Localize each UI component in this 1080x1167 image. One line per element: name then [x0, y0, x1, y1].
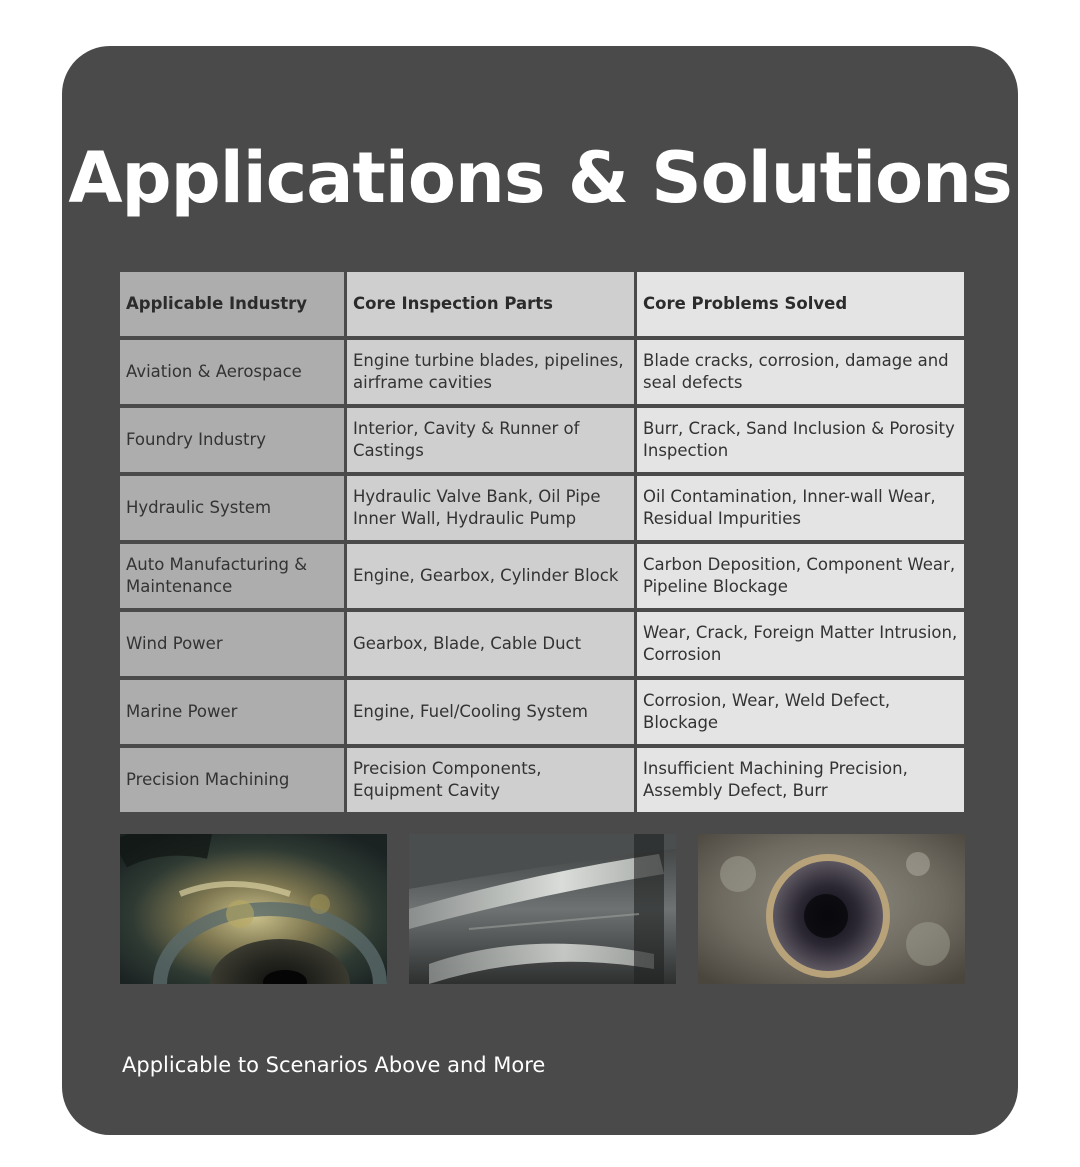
inspection-parts-cell: Engine, Gearbox, Cylinder Block	[347, 544, 634, 608]
inspection-parts-cell: Engine, Fuel/Cooling System	[347, 680, 634, 744]
problems-solved-cell: Corrosion, Wear, Weld Defect, Blockage	[637, 680, 964, 744]
inspection-parts-cell: Precision Components, Equipment Cavity	[347, 748, 634, 812]
inspection-parts-cell: Gearbox, Blade, Cable Duct	[347, 612, 634, 676]
problems-solved-cell: Blade cracks, corrosion, damage and seal defects	[637, 340, 964, 404]
inspection-photos	[120, 834, 965, 984]
header-applicable-industry: Applicable Industry	[120, 272, 344, 336]
problems-solved-cell: Burr, Crack, Sand Inclusion & Porosity Inspection	[637, 408, 964, 472]
industry-cell: Auto Manufacturing & Maintenance	[120, 544, 344, 608]
industry-cell: Hydraulic System	[120, 476, 344, 540]
borescope-photo-cavity	[120, 834, 387, 984]
header-core-problems-solved: Core Problems Solved	[637, 272, 964, 336]
problems-solved-cell: Wear, Crack, Foreign Matter Intrusion, Corrosion	[637, 612, 964, 676]
inspection-parts-cell: Hydraulic Valve Bank, Oil Pipe Inner Wall, Hydraulic Pump	[347, 476, 634, 540]
inspection-parts-cell: Interior, Cavity & Runner of Castings	[347, 408, 634, 472]
industry-cell: Aviation & Aerospace	[120, 340, 344, 404]
borescope-photo-blades	[409, 834, 676, 984]
problems-solved-cell: Oil Contamination, Inner-wall Wear, Residual Impurities	[637, 476, 964, 540]
industry-cell: Precision Machining	[120, 748, 344, 812]
footer-note: Applicable to Scenarios Above and More	[122, 1053, 546, 1077]
industry-cell: Marine Power	[120, 680, 344, 744]
problems-solved-cell: Carbon Deposition, Component Wear, Pipeline Blockage	[637, 544, 964, 608]
problems-solved-cell: Insufficient Machining Precision, Assembly Defect, Burr	[637, 748, 964, 812]
inspection-parts-cell: Engine turbine blades, pipelines, airframe cavities	[347, 340, 634, 404]
industry-cell: Wind Power	[120, 612, 344, 676]
header-core-inspection-parts: Core Inspection Parts	[347, 272, 634, 336]
page-title: Applications & Solutions	[68, 137, 1012, 219]
applications-table	[120, 272, 964, 812]
industry-cell: Foundry Industry	[120, 408, 344, 472]
borescope-photo-pipe	[698, 834, 965, 984]
